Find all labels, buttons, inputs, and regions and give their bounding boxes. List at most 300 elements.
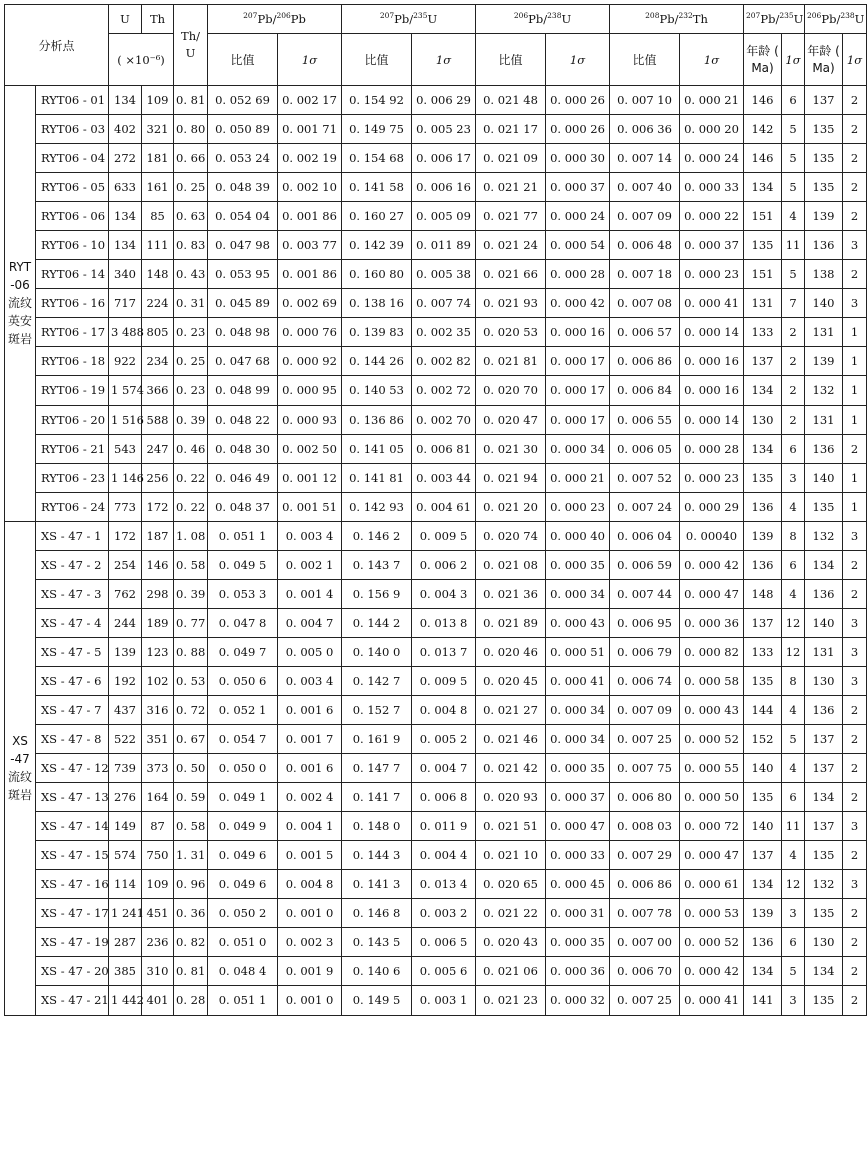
data-cell: 0. 000 43 — [546, 608, 610, 637]
data-cell: 2 — [843, 202, 867, 231]
data-cell: 187 — [142, 521, 174, 550]
data-cell: 0. 000 55 — [680, 754, 744, 783]
data-cell: 0. 000 32 — [546, 986, 610, 1015]
header-ratio: 比值 — [476, 34, 546, 86]
table-row — [5, 841, 867, 870]
data-cell: 2 — [843, 86, 867, 115]
data-cell: 1 — [843, 405, 867, 434]
data-cell: 0. 000 35 — [546, 928, 610, 957]
data-cell: 0. 148 0 — [342, 812, 412, 841]
data-cell: 87 — [142, 812, 174, 841]
data-cell: 152 — [744, 725, 782, 754]
data-cell: 0. 050 2 — [208, 899, 278, 928]
data-cell: 385 — [109, 957, 142, 986]
data-cell: 543 — [109, 434, 142, 463]
data-cell: 134 — [805, 957, 843, 986]
data-cell: 0. 142 93 — [342, 492, 412, 521]
data-cell: 0. 003 77 — [278, 231, 342, 260]
data-cell: 2 — [843, 725, 867, 754]
data-cell: 0. 002 10 — [278, 173, 342, 202]
data-cell: 0. 051 1 — [208, 521, 278, 550]
data-cell: 3 — [843, 521, 867, 550]
header-pb208-th232: $^{208}$Pb/$^{232}$Th — [610, 5, 744, 34]
data-cell: 0. 46 — [174, 434, 208, 463]
data-cell: 0. 000 43 — [680, 695, 744, 724]
data-cell: 0. 81 — [174, 957, 208, 986]
data-cell: 0. 000 41 — [546, 666, 610, 695]
data-cell: 0. 006 16 — [412, 173, 476, 202]
data-cell: 0. 00040 — [680, 521, 744, 550]
data-cell: 0. 007 09 — [610, 202, 680, 231]
data-cell: 0. 047 8 — [208, 608, 278, 637]
data-cell: 0. 149 75 — [342, 115, 412, 144]
table-header — [5, 5, 867, 86]
sample-group-label: RYT -06 流纹 英安 斑岩 — [5, 86, 36, 522]
table-row — [5, 86, 867, 115]
data-cell: 136 — [805, 434, 843, 463]
data-cell: 0. 22 — [174, 492, 208, 521]
data-cell: 0. 152 7 — [342, 695, 412, 724]
header-pb206-u238: $^{206}$Pb/$^{238}$U — [476, 5, 610, 34]
data-cell: 142 — [744, 115, 782, 144]
data-cell: 148 — [744, 579, 782, 608]
table-row — [5, 695, 867, 724]
data-cell: 0. 000 92 — [278, 347, 342, 376]
table-row — [5, 870, 867, 899]
data-cell: 2 — [843, 550, 867, 579]
data-cell: 131 — [805, 318, 843, 347]
data-cell: 0. 82 — [174, 928, 208, 957]
data-cell: 0. 021 22 — [476, 899, 546, 928]
data-cell: 3 — [843, 812, 867, 841]
data-cell: 0. 53 — [174, 666, 208, 695]
data-cell: 0. 000 37 — [680, 231, 744, 260]
data-cell: 151 — [744, 202, 782, 231]
data-cell: 136 — [805, 231, 843, 260]
data-cell: 149 — [109, 812, 142, 841]
data-cell: 0. 000 47 — [546, 812, 610, 841]
data-cell: 189 — [142, 608, 174, 637]
data-cell: 146 — [744, 86, 782, 115]
data-cell: 0. 000 52 — [680, 725, 744, 754]
data-cell: 0. 141 81 — [342, 463, 412, 492]
analysis-point-cell: XS - 47 - 2 — [36, 550, 109, 579]
data-cell: 0. 007 74 — [412, 289, 476, 318]
data-cell: 2 — [843, 695, 867, 724]
data-cell: 0. 006 74 — [610, 666, 680, 695]
data-cell: 2 — [843, 754, 867, 783]
data-cell: 0. 006 86 — [610, 347, 680, 376]
data-cell: 0. 88 — [174, 637, 208, 666]
table-row — [5, 144, 867, 173]
analysis-point-cell: RYT06 - 20 — [36, 405, 109, 434]
data-cell: 8 — [782, 521, 805, 550]
data-cell: 0. 006 29 — [412, 86, 476, 115]
data-cell: 181 — [142, 144, 174, 173]
data-cell: 0. 048 99 — [208, 376, 278, 405]
table-row — [5, 521, 867, 550]
data-cell: 139 — [744, 899, 782, 928]
data-cell: 0. 000 42 — [680, 957, 744, 986]
data-cell: 0. 020 65 — [476, 870, 546, 899]
data-cell: 0. 002 4 — [278, 783, 342, 812]
data-cell: 0. 004 4 — [412, 841, 476, 870]
data-cell: 135 — [744, 783, 782, 812]
data-cell: 3 — [843, 637, 867, 666]
data-cell: 0. 045 89 — [208, 289, 278, 318]
table-row — [5, 783, 867, 812]
data-cell: 146 — [142, 550, 174, 579]
data-cell: 140 — [744, 812, 782, 841]
data-cell: 1 — [843, 463, 867, 492]
data-cell: 0. 007 25 — [610, 725, 680, 754]
data-cell: 773 — [109, 492, 142, 521]
data-cell: 0. 020 74 — [476, 521, 546, 550]
data-cell: 0. 021 06 — [476, 957, 546, 986]
data-cell: 0. 046 49 — [208, 463, 278, 492]
analysis-point-cell: RYT06 - 21 — [36, 434, 109, 463]
data-cell: 1 — [843, 492, 867, 521]
analysis-point-cell: RYT06 - 19 — [36, 376, 109, 405]
table-row — [5, 347, 867, 376]
data-cell: 0. 007 09 — [610, 695, 680, 724]
data-cell: 132 — [805, 376, 843, 405]
header-sigma: 1σ — [843, 34, 867, 86]
data-cell: 135 — [805, 173, 843, 202]
data-cell: 132 — [805, 870, 843, 899]
table-row — [5, 550, 867, 579]
header-ratio: 比值 — [208, 34, 278, 86]
data-cell: 0. 001 5 — [278, 841, 342, 870]
data-cell: 2 — [843, 841, 867, 870]
data-cell: 2 — [843, 115, 867, 144]
data-cell: 247 — [142, 434, 174, 463]
data-cell: 0. 049 6 — [208, 870, 278, 899]
data-cell: 0. 31 — [174, 289, 208, 318]
data-cell: 0. 021 30 — [476, 434, 546, 463]
data-cell: 0. 23 — [174, 376, 208, 405]
data-cell: 6 — [782, 928, 805, 957]
data-cell: 1 442 — [109, 986, 142, 1015]
data-cell: 373 — [142, 754, 174, 783]
data-cell: 0. 006 48 — [610, 231, 680, 260]
data-cell: 3 — [843, 608, 867, 637]
data-cell: 0. 048 37 — [208, 492, 278, 521]
data-cell: 717 — [109, 289, 142, 318]
data-cell: 0. 050 89 — [208, 115, 278, 144]
data-cell: 0. 007 18 — [610, 260, 680, 289]
data-cell: 0. 051 1 — [208, 986, 278, 1015]
data-cell: 0. 002 72 — [412, 376, 476, 405]
data-cell: 0. 049 5 — [208, 550, 278, 579]
data-cell: 0. 000 31 — [546, 899, 610, 928]
data-cell: 0. 22 — [174, 463, 208, 492]
data-cell: 0. 138 16 — [342, 289, 412, 318]
data-cell: 0. 048 39 — [208, 173, 278, 202]
data-cell: 0. 146 2 — [342, 521, 412, 550]
data-cell: 0. 000 28 — [546, 260, 610, 289]
table-row — [5, 608, 867, 637]
data-cell: 351 — [142, 725, 174, 754]
data-cell: 0. 006 55 — [610, 405, 680, 434]
data-cell: 0. 005 09 — [412, 202, 476, 231]
data-cell: 0. 006 59 — [610, 550, 680, 579]
data-cell: 114 — [109, 870, 142, 899]
data-cell: 2 — [843, 957, 867, 986]
header-age: 年龄 ( Ma) — [744, 34, 782, 86]
table-row — [5, 579, 867, 608]
data-cell: 224 — [142, 289, 174, 318]
data-cell: 0. 048 4 — [208, 957, 278, 986]
data-cell: 135 — [805, 986, 843, 1015]
data-cell: 0. 000 23 — [680, 260, 744, 289]
data-cell: 805 — [142, 318, 174, 347]
data-cell: 0. 021 93 — [476, 289, 546, 318]
data-cell: 0. 021 23 — [476, 986, 546, 1015]
data-cell: 0. 013 7 — [412, 637, 476, 666]
data-cell: 0. 147 7 — [342, 754, 412, 783]
data-cell: 0. 141 3 — [342, 870, 412, 899]
data-cell: 0. 002 1 — [278, 550, 342, 579]
header-age: 年龄 ( Ma) — [805, 34, 843, 86]
data-cell: 192 — [109, 666, 142, 695]
table-row — [5, 986, 867, 1015]
table-body — [5, 86, 867, 1016]
data-cell: 0. 001 6 — [278, 695, 342, 724]
analysis-point-cell: RYT06 - 10 — [36, 231, 109, 260]
data-cell: 0. 021 09 — [476, 144, 546, 173]
header-age-207-235: $^{207}$Pb/$^{235}$U — [744, 5, 805, 34]
data-cell: 0. 001 9 — [278, 957, 342, 986]
data-cell: 0. 006 17 — [412, 144, 476, 173]
data-cell: 0. 000 41 — [680, 289, 744, 318]
analysis-point-cell: XS - 47 - 21 — [36, 986, 109, 1015]
analysis-point-cell: XS - 47 - 19 — [36, 928, 109, 957]
analysis-point-cell: XS - 47 - 20 — [36, 957, 109, 986]
data-cell: 0. 58 — [174, 812, 208, 841]
data-cell: 0. 006 79 — [610, 637, 680, 666]
data-cell: 298 — [142, 579, 174, 608]
data-cell: 0. 141 58 — [342, 173, 412, 202]
data-cell: 2 — [782, 376, 805, 405]
data-cell: 0. 002 70 — [412, 405, 476, 434]
data-cell: 0. 000 93 — [278, 405, 342, 434]
data-cell: 0. 020 43 — [476, 928, 546, 957]
header-u: U — [109, 5, 142, 34]
data-cell: 12 — [782, 608, 805, 637]
data-cell: 0. 001 0 — [278, 899, 342, 928]
data-cell: 0. 143 7 — [342, 550, 412, 579]
data-cell: 922 — [109, 347, 142, 376]
data-cell: 0. 140 6 — [342, 957, 412, 986]
analysis-point-cell: XS - 47 - 8 — [36, 725, 109, 754]
data-cell: 0. 001 4 — [278, 579, 342, 608]
data-cell: 5 — [782, 260, 805, 289]
header-unit: ( ×10⁻⁶) — [109, 34, 174, 86]
data-cell: 134 — [805, 783, 843, 812]
data-cell: 0. 021 89 — [476, 608, 546, 637]
data-cell: 137 — [744, 608, 782, 637]
analysis-point-cell: RYT06 - 04 — [36, 144, 109, 173]
data-cell: 4 — [782, 579, 805, 608]
data-cell: 164 — [142, 783, 174, 812]
data-cell: 0. 59 — [174, 783, 208, 812]
analysis-point-cell: RYT06 - 14 — [36, 260, 109, 289]
data-cell: 0. 008 03 — [610, 812, 680, 841]
data-cell: 0. 000 34 — [546, 725, 610, 754]
data-cell: 0. 006 2 — [412, 550, 476, 579]
data-cell: 134 — [109, 86, 142, 115]
data-cell: 0. 143 5 — [342, 928, 412, 957]
data-cell: 0. 021 24 — [476, 231, 546, 260]
data-cell: 633 — [109, 173, 142, 202]
table-row — [5, 463, 867, 492]
data-cell: 0. 001 12 — [278, 463, 342, 492]
data-cell: 1. 31 — [174, 841, 208, 870]
data-cell: 0. 054 7 — [208, 725, 278, 754]
data-cell: 0. 009 5 — [412, 521, 476, 550]
data-cell: 0. 000 23 — [546, 492, 610, 521]
data-cell: 0. 000 53 — [680, 899, 744, 928]
data-cell: 234 — [142, 347, 174, 376]
data-cell: 4 — [782, 754, 805, 783]
data-cell: 402 — [109, 115, 142, 144]
data-cell: 11 — [782, 812, 805, 841]
table-row — [5, 405, 867, 434]
data-cell: 522 — [109, 725, 142, 754]
data-cell: 139 — [744, 521, 782, 550]
data-cell: 0. 146 8 — [342, 899, 412, 928]
data-cell: 1 146 — [109, 463, 142, 492]
data-cell: 141 — [744, 986, 782, 1015]
data-cell: 140 — [805, 463, 843, 492]
analysis-point-cell: XS - 47 - 6 — [36, 666, 109, 695]
data-cell: 1 241 — [109, 899, 142, 928]
data-cell: 102 — [142, 666, 174, 695]
data-cell: 0. 67 — [174, 725, 208, 754]
data-cell: 0. 003 2 — [412, 899, 476, 928]
data-cell: 0. 000 35 — [546, 550, 610, 579]
data-cell: 0. 36 — [174, 899, 208, 928]
header-sigma: 1σ — [278, 34, 342, 86]
analysis-point-cell: RYT06 - 18 — [36, 347, 109, 376]
data-cell: 0. 021 27 — [476, 695, 546, 724]
data-cell: 0. 66 — [174, 144, 208, 173]
data-cell: 0. 006 80 — [610, 783, 680, 812]
analysis-point-cell: RYT06 - 05 — [36, 173, 109, 202]
data-cell: 0. 011 9 — [412, 812, 476, 841]
data-cell: 0. 000 17 — [546, 405, 610, 434]
data-cell: 0. 002 69 — [278, 289, 342, 318]
data-cell: 139 — [805, 347, 843, 376]
data-cell: 0. 020 46 — [476, 637, 546, 666]
data-cell: 2 — [843, 260, 867, 289]
data-cell: 0. 006 95 — [610, 608, 680, 637]
data-cell: 0. 052 69 — [208, 86, 278, 115]
data-cell: 3 — [782, 899, 805, 928]
data-cell: 134 — [109, 202, 142, 231]
data-cell: 0. 000 40 — [546, 521, 610, 550]
data-cell: 0. 021 94 — [476, 463, 546, 492]
data-cell: 0. 007 10 — [610, 86, 680, 115]
data-cell: 0. 021 17 — [476, 115, 546, 144]
data-cell: 140 — [805, 608, 843, 637]
data-cell: 0. 002 82 — [412, 347, 476, 376]
data-cell: 7 — [782, 289, 805, 318]
data-cell: 2 — [843, 579, 867, 608]
data-cell: 0. 007 25 — [610, 986, 680, 1015]
data-cell: 0. 004 61 — [412, 492, 476, 521]
data-cell: 0. 000 33 — [680, 173, 744, 202]
data-cell: 0. 160 80 — [342, 260, 412, 289]
table-row — [5, 231, 867, 260]
data-cell: 140 — [805, 289, 843, 318]
data-cell: 0. 021 81 — [476, 347, 546, 376]
data-cell: 0. 141 7 — [342, 783, 412, 812]
data-cell: 139 — [805, 202, 843, 231]
data-cell: 366 — [142, 376, 174, 405]
data-cell: 0. 000 14 — [680, 405, 744, 434]
data-cell: 0. 25 — [174, 347, 208, 376]
data-cell: 131 — [805, 637, 843, 666]
data-cell: 0. 000 47 — [680, 841, 744, 870]
table-row — [5, 318, 867, 347]
data-cell: 0. 000 26 — [546, 115, 610, 144]
data-cell: 0. 77 — [174, 608, 208, 637]
table-row — [5, 957, 867, 986]
data-cell: 0. 000 45 — [546, 870, 610, 899]
data-cell: 136 — [744, 492, 782, 521]
data-cell: 1 — [843, 376, 867, 405]
data-cell: 0. 000 21 — [546, 463, 610, 492]
data-cell: 0. 021 66 — [476, 260, 546, 289]
data-cell: 0. 021 08 — [476, 550, 546, 579]
data-cell: 0. 43 — [174, 260, 208, 289]
data-cell: 8 — [782, 666, 805, 695]
analysis-point-cell: XS - 47 - 17 — [36, 899, 109, 928]
data-cell: 0. 047 68 — [208, 347, 278, 376]
data-cell: 0. 004 8 — [278, 870, 342, 899]
table-row — [5, 115, 867, 144]
analysis-point-cell: XS - 47 - 12 — [36, 754, 109, 783]
data-cell: 0. 050 6 — [208, 666, 278, 695]
data-cell: 0. 000 52 — [680, 928, 744, 957]
data-cell: 144 — [744, 695, 782, 724]
data-cell: 0. 054 04 — [208, 202, 278, 231]
data-cell: 310 — [142, 957, 174, 986]
header-th-u: Th/ U — [174, 5, 208, 86]
data-cell: 0. 25 — [174, 173, 208, 202]
data-cell: 0. 049 1 — [208, 783, 278, 812]
data-cell: 287 — [109, 928, 142, 957]
data-cell: 0. 000 42 — [546, 289, 610, 318]
table-row — [5, 289, 867, 318]
table-row — [5, 492, 867, 521]
data-cell: 0. 000 42 — [680, 550, 744, 579]
analysis-point-cell: XS - 47 - 14 — [36, 812, 109, 841]
data-cell: 134 — [805, 550, 843, 579]
data-cell: 3 — [843, 666, 867, 695]
data-cell: 2 — [843, 899, 867, 928]
data-cell: 0. 048 98 — [208, 318, 278, 347]
data-cell: 0. 053 3 — [208, 579, 278, 608]
data-cell: 0. 002 3 — [278, 928, 342, 957]
data-cell: 0. 001 71 — [278, 115, 342, 144]
data-cell: 0. 140 0 — [342, 637, 412, 666]
data-cell: 0. 006 04 — [610, 521, 680, 550]
analysis-point-cell: RYT06 - 16 — [36, 289, 109, 318]
data-cell: 0. 000 16 — [680, 376, 744, 405]
